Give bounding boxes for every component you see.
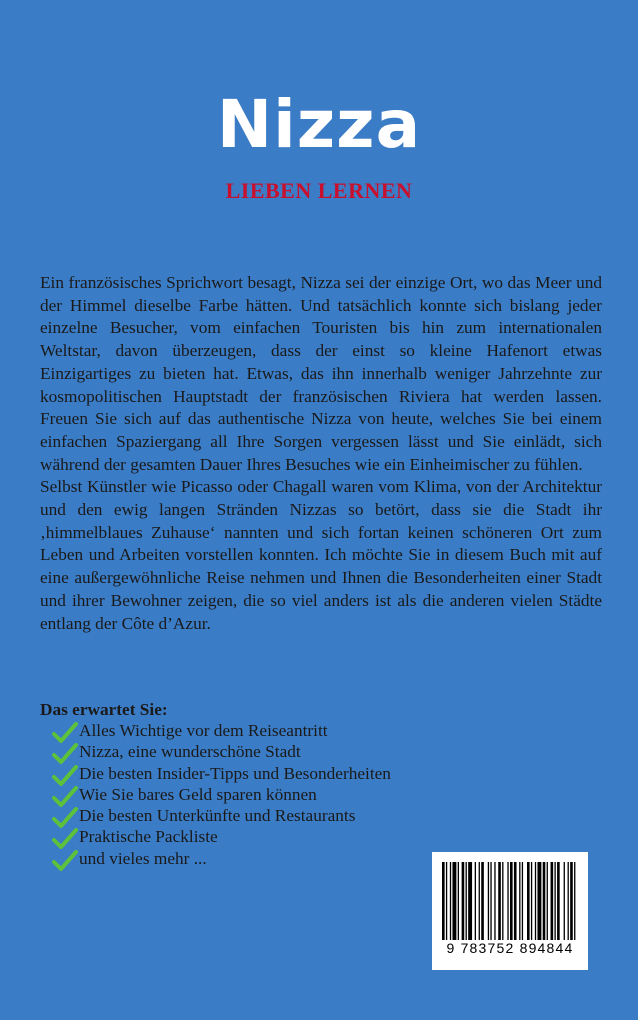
barcode-bar: [481, 862, 484, 940]
barcode-bar: [557, 862, 560, 940]
book-subtitle: LIEBEN LERNEN: [225, 178, 413, 203]
barcode-bar: [519, 862, 520, 940]
list-item-label: Die besten Insider-Tipps und Besonderheiten: [79, 763, 391, 783]
barcode-bar: [527, 862, 530, 940]
list-item: [52, 805, 391, 826]
barcode-bar: [531, 862, 532, 940]
barcode-bar: [570, 862, 573, 940]
barcode-number: 9 783752 894844: [446, 940, 574, 956]
list-item-label: Die besten Unterkünfte und Restaurants: [79, 806, 356, 826]
barcode-bar: [498, 862, 501, 940]
barcode-bar: [537, 862, 541, 940]
barcode-bars: [442, 862, 578, 940]
barcode-bar: [488, 862, 489, 940]
barcode-bar: [462, 862, 465, 940]
barcode-bar: [468, 862, 472, 940]
list-item: [52, 826, 391, 847]
list-item-label: Wie Sie bares Geld sparen können: [79, 784, 317, 804]
list-item-label: Praktische Packliste: [79, 827, 218, 847]
blurb-paragraph: Selbst Künstler wie Picasso oder Chagall waren vom Klima, von der Architektur und den ewig langen Stränden Nizzas so betört, dass sie die Stadt ihr ‚himmelblaues Zuhause‘ nannten und sich fortan keinen schöneren Ort zum Leben und Arbeiten vorstellen konnten. Ich möchte Sie in diesem Buch mit auf eine außergewöhnliche Reise nehmen und Ihnen die Besonderheiten einer Stadt und ihrer Bewohner zeigen, die so viel anders ist als die anderen vielen Städte entlang der Côte d’Azur.: [40, 477, 602, 633]
isbn-barcode: [432, 852, 588, 970]
barcode-bar: [479, 862, 480, 940]
features-heading: Das erwartet Sie:: [40, 700, 168, 719]
book-title: Nizza: [216, 86, 422, 163]
barcode-bar: [446, 862, 447, 940]
list-item-label: und vieles mehr ...: [79, 848, 207, 868]
barcode-bar: [475, 862, 476, 940]
list-item: [52, 720, 391, 741]
barcode-bar: [554, 862, 555, 940]
barcode-bar: [568, 862, 569, 940]
list-item: [52, 784, 391, 805]
barcode-bar: [574, 862, 575, 940]
barcode-bar: [490, 862, 491, 940]
barcode-bar: [551, 862, 554, 940]
list-item: [52, 763, 391, 784]
list-item: [52, 848, 391, 869]
barcode-bar: [442, 862, 445, 940]
barcode-bar: [564, 862, 565, 940]
barcode-bar: [494, 862, 495, 940]
barcode-bar: [466, 862, 467, 940]
barcode-bar: [543, 862, 546, 940]
blurb-paragraph: Ein französisches Sprichwort besagt, Nizza sei der einzige Ort, wo das Meer und der Himmel dieselbe Farbe hätten. Und tatsächlich konnte sich bislang jeder einzelne Besucher, vom einfachen Touristen bis hin zum internationalen Weltstar, davon überzeugen, dass der einst so kleine Hafenort etwas Einzigartiges zu bieten hat. Etwas, das ihn innerhalb weniger Jahrzehnte zur kosmopolitischen Hauptstadt der französischen Riviera hat werden lassen. Freuen Sie sich auf das authentische Nizza von heute, welches Sie bei einem einfachen Spaziergang all Ihre Sorgen vergessen lässt und Sie einlädt, sich während der gesamten Dauer Ihres Besuches wie ein Einheimischer zu fühlen.: [40, 273, 602, 474]
check-icon: [52, 850, 78, 872]
barcode-bar: [514, 862, 517, 940]
barcode-bar: [535, 862, 536, 940]
barcode-bar: [450, 862, 451, 940]
list-item-label: Nizza, eine wunderschöne Stadt: [79, 742, 301, 762]
blurb-text: [40, 272, 602, 635]
barcode-bar: [458, 862, 459, 940]
barcode-bar: [547, 862, 548, 940]
barcode-bar: [510, 862, 513, 940]
barcode-bar: [507, 862, 508, 940]
barcode-bar: [502, 862, 503, 940]
barcode-bar: [522, 862, 523, 940]
barcode-bar: [452, 862, 456, 940]
list-item: [52, 741, 391, 762]
features-list: [52, 720, 391, 869]
list-item-label: Alles Wichtige vor dem Reiseantritt: [79, 721, 328, 740]
